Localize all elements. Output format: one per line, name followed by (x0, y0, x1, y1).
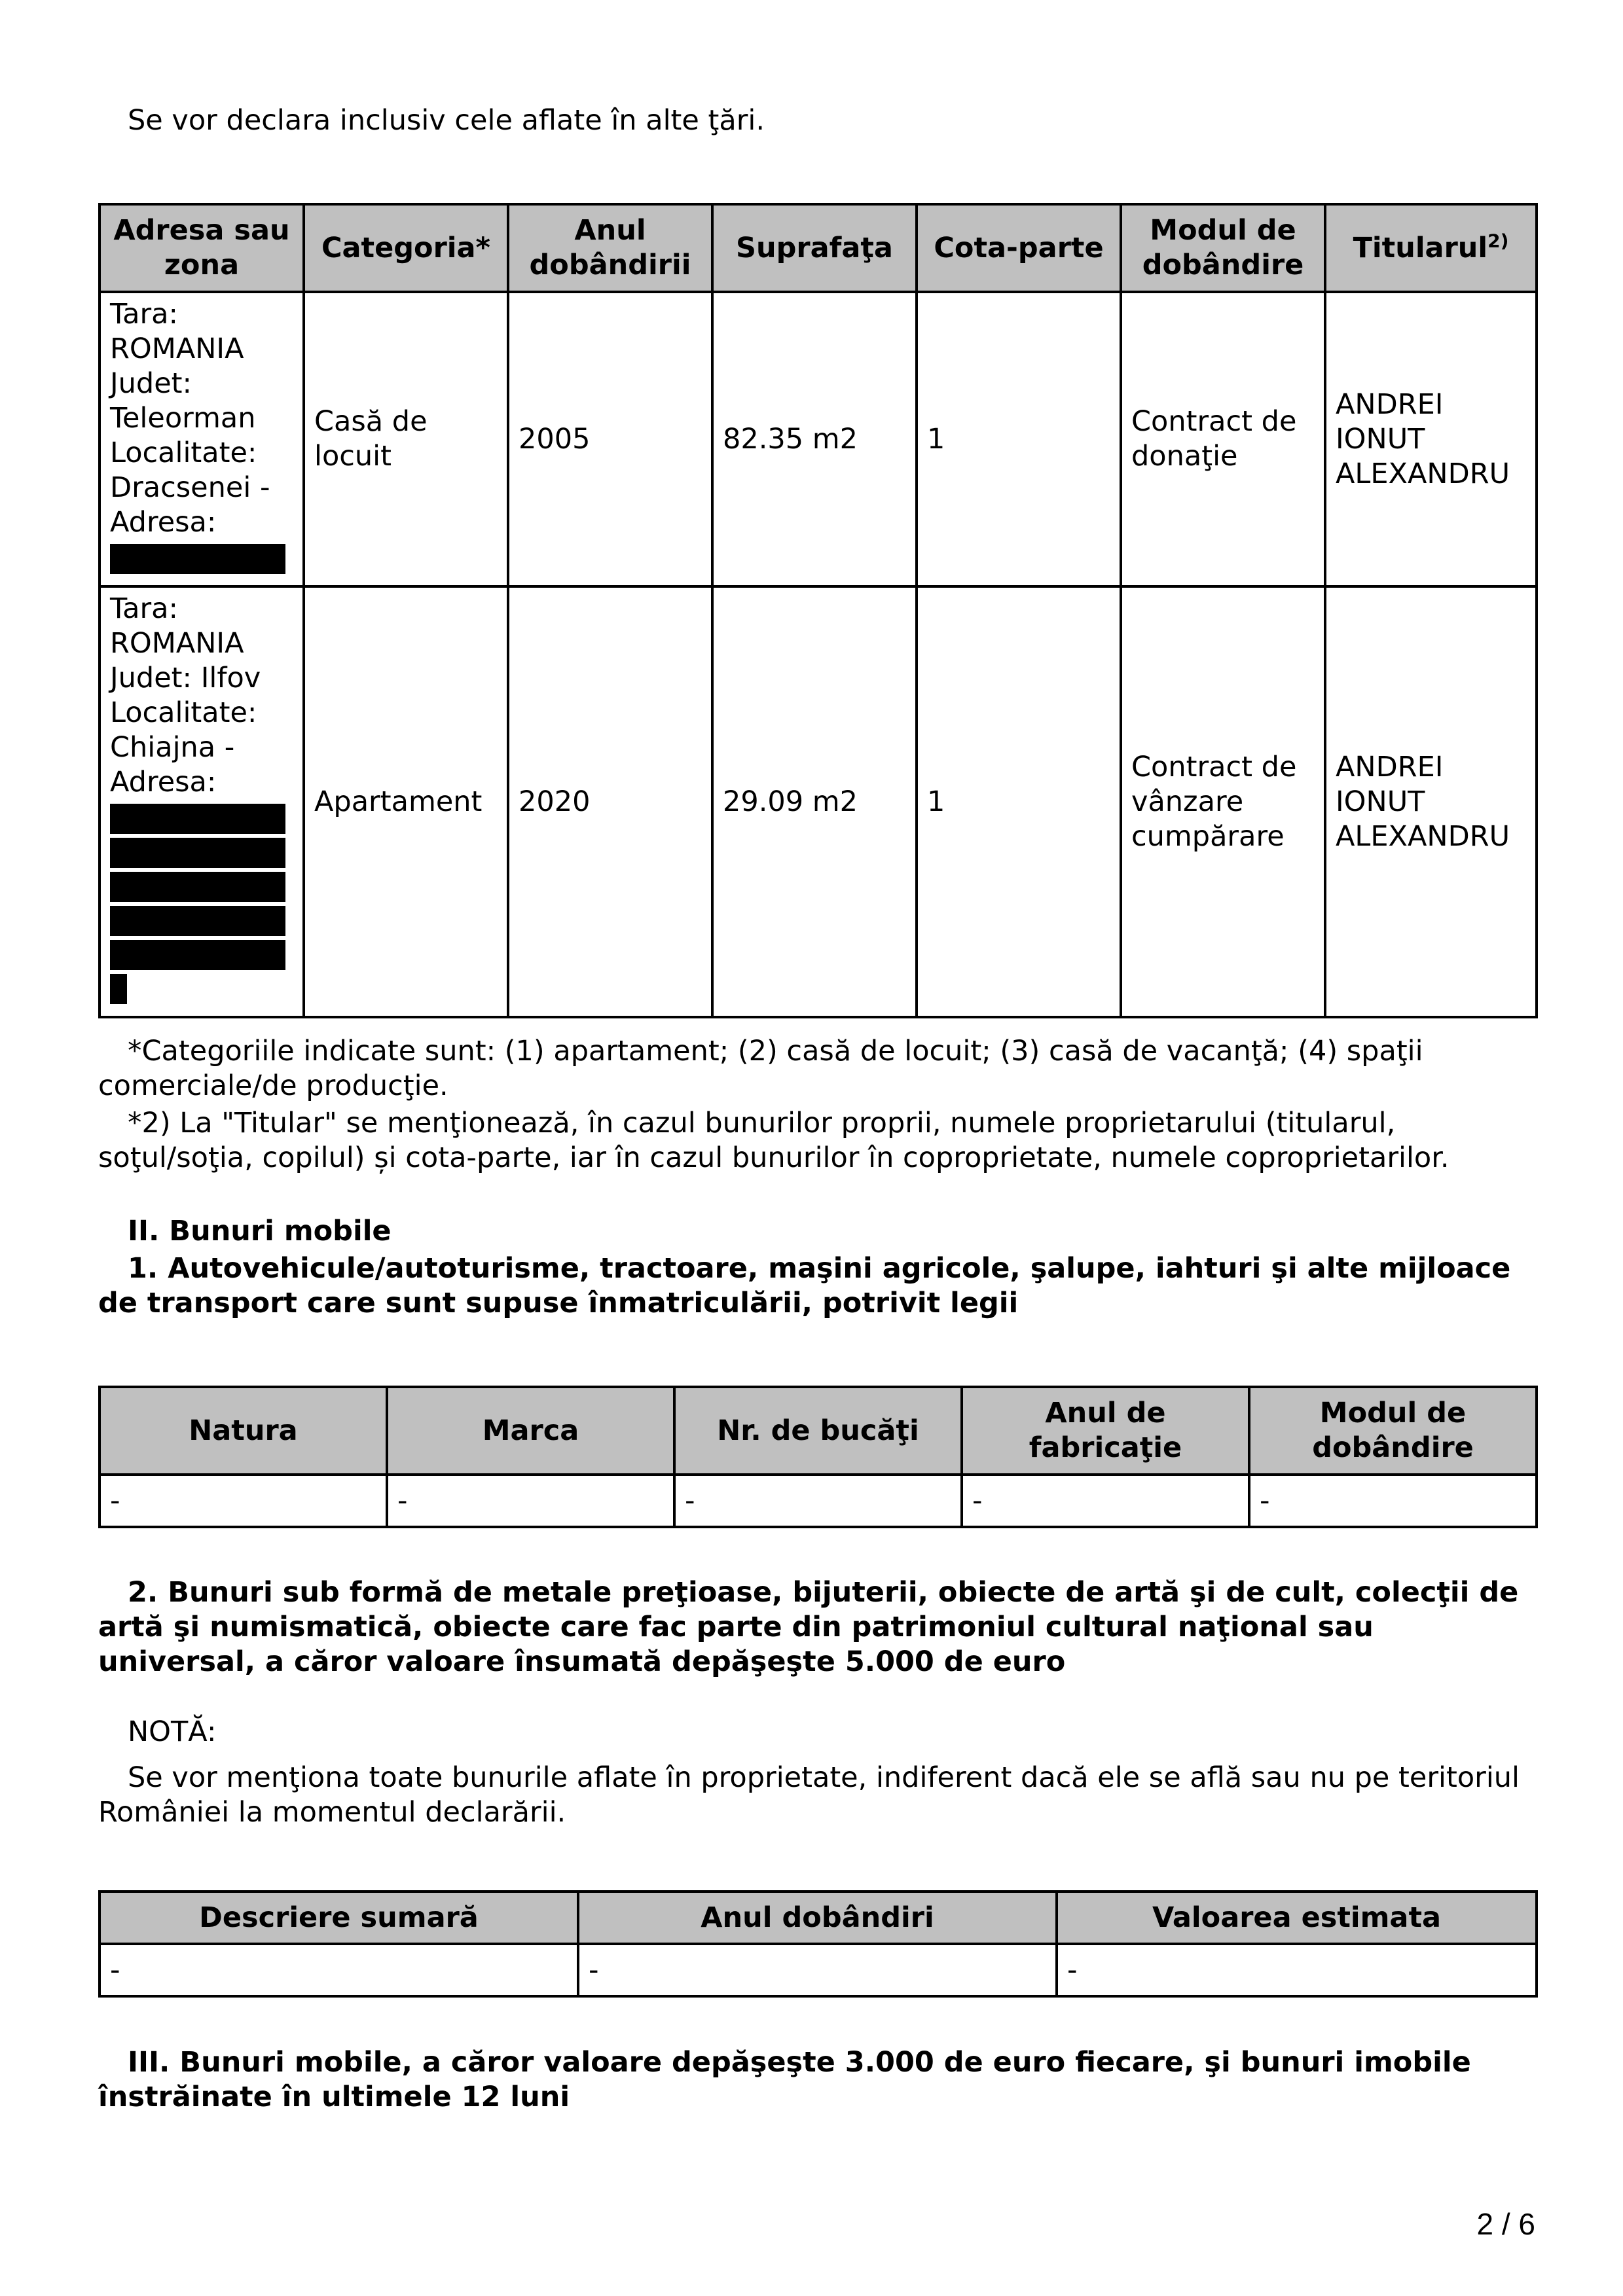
address-line: ROMANIA (110, 627, 244, 660)
header-marca: Marca (387, 1387, 674, 1475)
year-cell: 2020 (508, 586, 712, 1017)
address-line: Judet: (110, 367, 192, 400)
table-cell: - (100, 1944, 578, 1996)
header-area: Suprafaţa (712, 204, 917, 292)
section-2-title: II. Bunuri mobile (128, 1215, 392, 1247)
year-cell: 2005 (508, 292, 712, 586)
owner-cell: ANDREI IONUT ALEXANDRU (1325, 586, 1537, 1017)
address-line: ROMANIA (110, 332, 244, 365)
header-address: Adresa sau zona (100, 204, 304, 292)
owner-cell: ANDREI IONUT ALEXANDRU (1325, 292, 1537, 586)
vehicles-table (98, 1386, 1538, 1528)
mode-cell: Contract de vânzare cumpărare (1121, 586, 1325, 1017)
redaction-bar (110, 804, 285, 834)
address-line: Judet: Ilfov (110, 662, 261, 694)
category-cell: Casă de locuit (304, 292, 508, 586)
table-cell: - (1249, 1475, 1537, 1527)
address-line: Adresa: (110, 506, 217, 539)
address-line: Localitate: (110, 696, 257, 729)
header-natura: Natura (100, 1387, 387, 1475)
redaction-bar (110, 974, 127, 1004)
section-2-sub1: 1. Autovehicule/autoturisme, tractoare, maşini agricole, şalupe, iahturi şi alte mijloace de transport care sunt supuse înmatriculării, potrivit legii (98, 1252, 1511, 1319)
table-row (100, 586, 1537, 1017)
redaction-bar (110, 940, 285, 970)
header-fab-year: Anul de fabricaţie (962, 1387, 1249, 1475)
mode-cell: Contract de donaţie (1121, 292, 1325, 586)
section-3-title: III. Bunuri mobile, a căror valoare depăşeşte 3.000 de euro fiecare, şi bunuri imobile înstrăinate în ultimele 12 luni (98, 2046, 1471, 2113)
area-cell: 29.09 m2 (712, 586, 917, 1017)
table-header-row (100, 1387, 1537, 1475)
table-cell: - (387, 1475, 674, 1527)
page-number: 2 / 6 (1476, 2207, 1535, 2241)
address-line: Localitate: (110, 437, 257, 469)
address-cell (100, 292, 304, 586)
header-description: Descriere sumară (100, 1892, 578, 1944)
table-row (100, 1944, 1537, 1996)
share-cell: 1 (917, 586, 1121, 1017)
nota-label: NOTĂ: (128, 1715, 217, 1748)
header-count: Nr. de bucăţi (674, 1387, 962, 1475)
header-mode: Modul de dobândire (1121, 204, 1325, 292)
note-categories: *Categoriile indicate sunt: (1) apartament; (2) casă de locuit; (3) casă de vacanţă; (4) spaţii comerciale/de producţie. (98, 1035, 1423, 1102)
immovables-table (98, 203, 1538, 1018)
address-line: Dracsenei - (110, 471, 270, 504)
nota-text: Se vor menţiona toate bunurile aflate în proprietate, indiferent dacă ele se află sau nu pe teritoriul României la momentul declarării. (98, 1761, 1520, 1829)
table-cell: - (962, 1475, 1249, 1527)
address-line: Chiajna - (110, 731, 235, 764)
header-share: Cota-parte (917, 204, 1121, 292)
header-owner: Titularul$^{2)}$ (1325, 204, 1537, 292)
table-row (100, 1475, 1537, 1527)
table-header-row (100, 1892, 1537, 1944)
redaction-bar (110, 872, 285, 902)
share-cell: 1 (917, 292, 1121, 586)
address-line: Teleorman (110, 402, 256, 435)
address-cell (100, 586, 304, 1017)
address-line: Adresa: (110, 766, 217, 798)
table-row (100, 292, 1537, 586)
redaction-bar (110, 838, 285, 868)
area-cell: 82.35 m2 (712, 292, 917, 586)
header-value: Valoarea estimata (1057, 1892, 1537, 1944)
section-2-sub2: 2. Bunuri sub formă de metale preţioase, bijuterii, obiecte de artă şi de cult, colecţii de artă şi numismatică, obiecte care fac parte din patrimoniul cultural naţional sau universal, a căror valoare însumată depăşeşte 5.000 de euro (98, 1576, 1519, 1678)
header-mode: Modul de dobândire (1249, 1387, 1537, 1475)
note-titular: *2) La "Titular" se menţionează, în cazul bunurilor proprii, numele proprietarului (titularul, soţul/soţia, copilul) și cota-parte, iar în cazul bunurilor în coproprietate, numele coproprietarilor. (98, 1107, 1450, 1174)
table-header-row (100, 204, 1537, 292)
redaction-bar (110, 544, 285, 574)
address-line: Tara: (110, 592, 179, 625)
table-cell: - (100, 1475, 387, 1527)
valuables-table (98, 1890, 1538, 1998)
intro-text: Se vor declara inclusiv cele aflate în alte ţări. (128, 104, 765, 137)
redaction-bar (110, 906, 285, 936)
address-line: Tara: (110, 298, 179, 331)
header-category: Categoria* (304, 204, 508, 292)
table-cell: - (674, 1475, 962, 1527)
header-year: Anul dobândiri (578, 1892, 1057, 1944)
table-cell: - (578, 1944, 1057, 1996)
table-cell: - (1057, 1944, 1537, 1996)
category-cell: Apartament (304, 586, 508, 1017)
header-year: Anul dobândirii (508, 204, 712, 292)
